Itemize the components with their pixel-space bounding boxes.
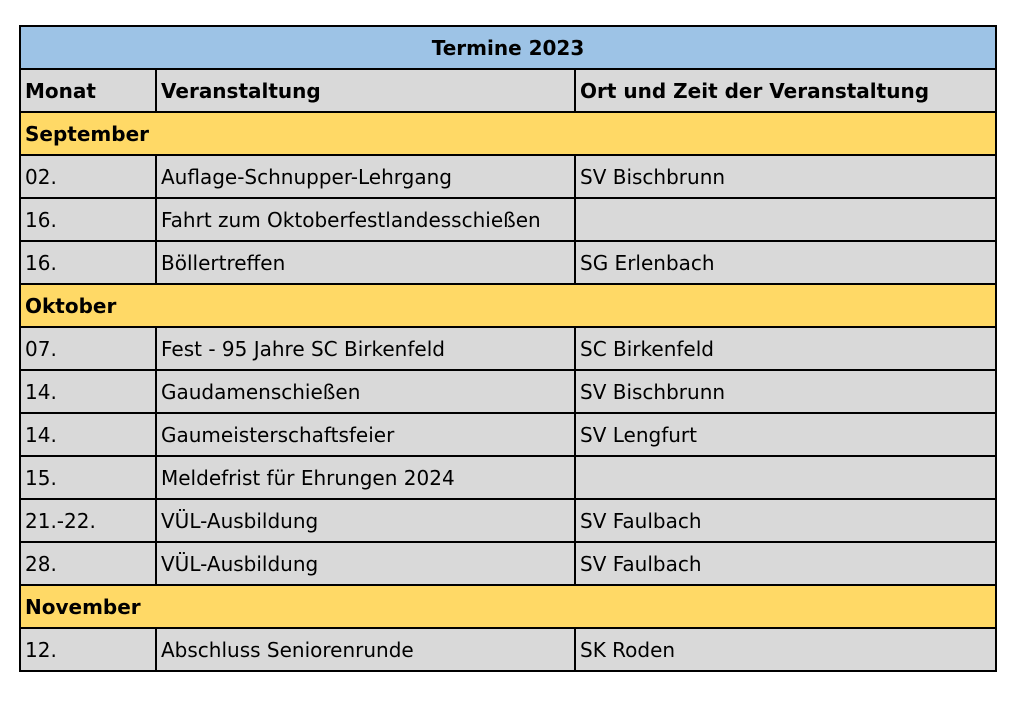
header-event: Veranstaltung [156,69,575,112]
event-date: 15. [20,456,156,499]
table-row [20,542,996,585]
table-row [20,198,996,241]
event-date: 16. [20,241,156,284]
event-place: SC Birkenfeld [575,327,996,370]
event-date: 02. [20,155,156,198]
event-place: SV Lengfurt [575,413,996,456]
month-label: November [20,585,996,628]
table-row [20,456,996,499]
table-body [20,26,996,671]
header-place: Ort und Zeit der Veranstaltung [575,69,996,112]
event-name: Fest - 95 Jahre SC Birkenfeld [156,327,575,370]
month-label: Oktober [20,284,996,327]
event-place: SV Faulbach [575,499,996,542]
event-name: Meldefrist für Ehrungen 2024 [156,456,575,499]
event-date: 21.-22. [20,499,156,542]
table-row [20,628,996,671]
event-name: Gaumeisterschaftsfeier [156,413,575,456]
event-place: SV Bischbrunn [575,370,996,413]
month-row [20,112,996,155]
event-place [575,456,996,499]
event-place: SV Bischbrunn [575,155,996,198]
event-name: VÜL-Ausbildung [156,542,575,585]
month-row [20,585,996,628]
event-place: SG Erlenbach [575,241,996,284]
event-name: Abschluss Seniorenrunde [156,628,575,671]
table-row [20,370,996,413]
event-place: SK Roden [575,628,996,671]
event-date: 07. [20,327,156,370]
event-name: Fahrt zum Oktoberfestlandesschießen [156,198,575,241]
event-name: VÜL-Ausbildung [156,499,575,542]
table-row [20,155,996,198]
table-row [20,241,996,284]
event-date: 28. [20,542,156,585]
title-row [20,26,996,69]
table-title: Termine 2023 [20,26,996,69]
event-date: 14. [20,413,156,456]
events-table [19,25,997,672]
event-date: 12. [20,628,156,671]
event-date: 14. [20,370,156,413]
table-row [20,327,996,370]
header-row [20,69,996,112]
event-date: 16. [20,198,156,241]
table-row [20,499,996,542]
table-row [20,413,996,456]
event-place: SV Faulbach [575,542,996,585]
event-place [575,198,996,241]
month-label: September [20,112,996,155]
event-name: Auflage-Schnupper-Lehrgang [156,155,575,198]
event-name: Böllertreffen [156,241,575,284]
event-name: Gaudamenschießen [156,370,575,413]
header-month: Monat [20,69,156,112]
month-row [20,284,996,327]
